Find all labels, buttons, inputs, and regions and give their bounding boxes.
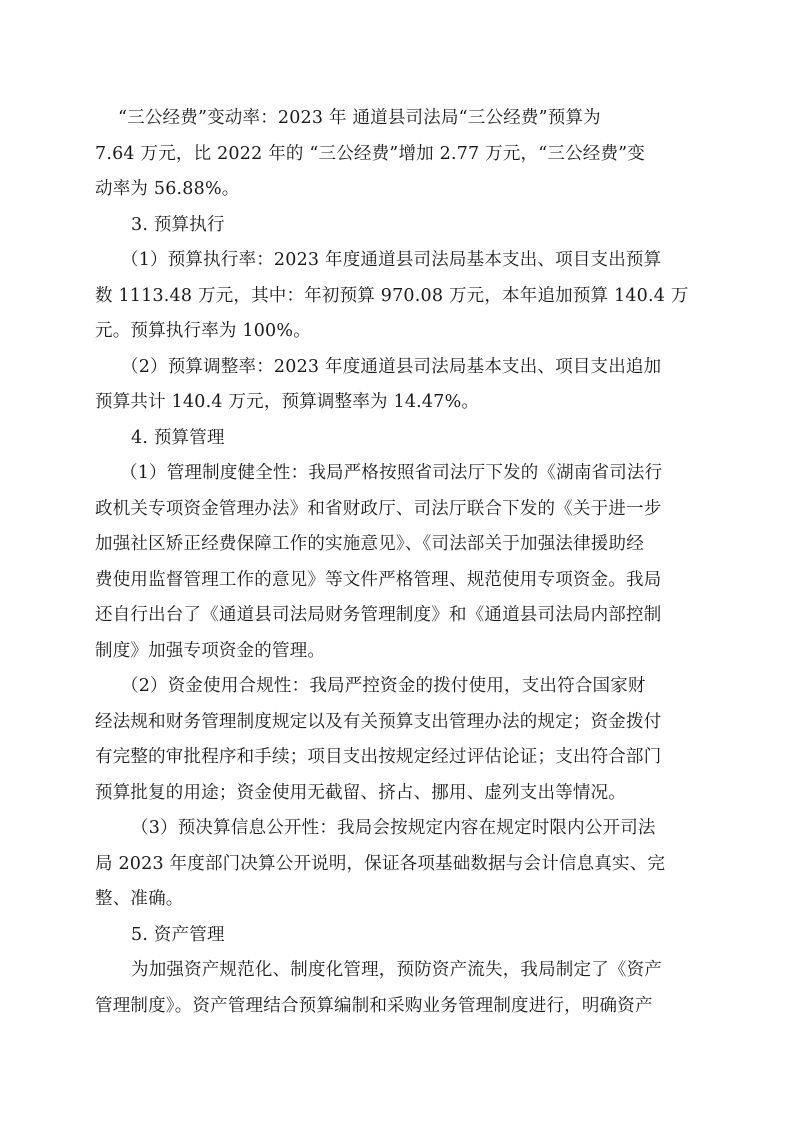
paragraph-line: 制度》加强专项资金的管理。 [95, 641, 326, 661]
paragraph-line: 预算批复的用途；资金使用无截留、挤占、挪用、虚列支出等情况。 [95, 783, 626, 803]
paragraph-line: （3）预决算信息公开性：我局会按规定内容在规定时限内公开司法 [131, 818, 656, 838]
paragraph-line: （2）资金使用合规性：我局严控资金的拨付使用，支出符合国家财 [121, 676, 646, 696]
paragraph-line: 费使用监督管理工作的意见》等文件严格管理、规范使用专项资金。我局 [95, 570, 662, 590]
paragraph-line: 动率为 56.88%。 [95, 179, 240, 199]
paragraph-line: 局 2023 年度部门决算公开说明，保证各项基础数据与会计信息真实、完 [95, 854, 666, 874]
paragraph-line: 整、准确。 [95, 889, 184, 909]
section-heading: 4. 预算管理 [131, 428, 225, 448]
paragraph-line: 加强社区矫正经费保障工作的实施意见》、《司法部关于加强法律援助经 [95, 534, 644, 554]
paragraph-line: （1）管理制度健全性：我局严格按照省司法厅下发的《湖南省司法行 [120, 463, 663, 483]
paragraph-line: 元。预算执行率为 100%。 [95, 321, 311, 341]
paragraph-line: 管理制度》。资产管理结合预算编制和采购业务管理制度进行，明确资产 [95, 996, 653, 1016]
paragraph-line: 数 1113.48 万元，其中：年初预算 970.08 万元，本年追加预算 140.4 万 [95, 286, 689, 306]
paragraph-line: 政机关专项资金管理办法》和省财政厅、司法厅联合下发的《关于进一步 [95, 499, 662, 519]
paragraph-line: 有完整的审批程序和手续；项目支出按规定经过评估论证；支出符合部门 [95, 747, 662, 767]
section-heading: 5. 资产管理 [131, 925, 225, 945]
paragraph-line: （1）预算执行率：2023 年度通道县司法局基本支出、项目支出预算 [121, 250, 662, 270]
paragraph-line: 经法规和财务管理制度规定以及有关预算支出管理办法的规定；资金拨付 [95, 712, 662, 732]
paragraph-line: 预算共计 140.4 万元，预算调整率为 14.47%。 [95, 392, 480, 412]
section-heading: 3. 预算执行 [131, 215, 225, 235]
paragraph-line: “三公经费”变动率：2023 年 通道县司法局“三公经费”预算为 [118, 108, 601, 128]
paragraph-line: 还自行出台了《通道县司法局财务管理制度》和《通道县司法局内部控制 [95, 605, 662, 625]
paragraph-line: 为加强资产规范化、制度化管理，预防资产流失，我局制定了《资产 [131, 960, 662, 980]
paragraph-line: 7.64 万元，比 2022 年的 “三公经费”增加 2.77 万元，“三公经费”变 [95, 144, 646, 164]
paragraph-line: （2）预算调整率：2023 年度通道县司法局基本支出、项目支出追加 [121, 357, 662, 377]
